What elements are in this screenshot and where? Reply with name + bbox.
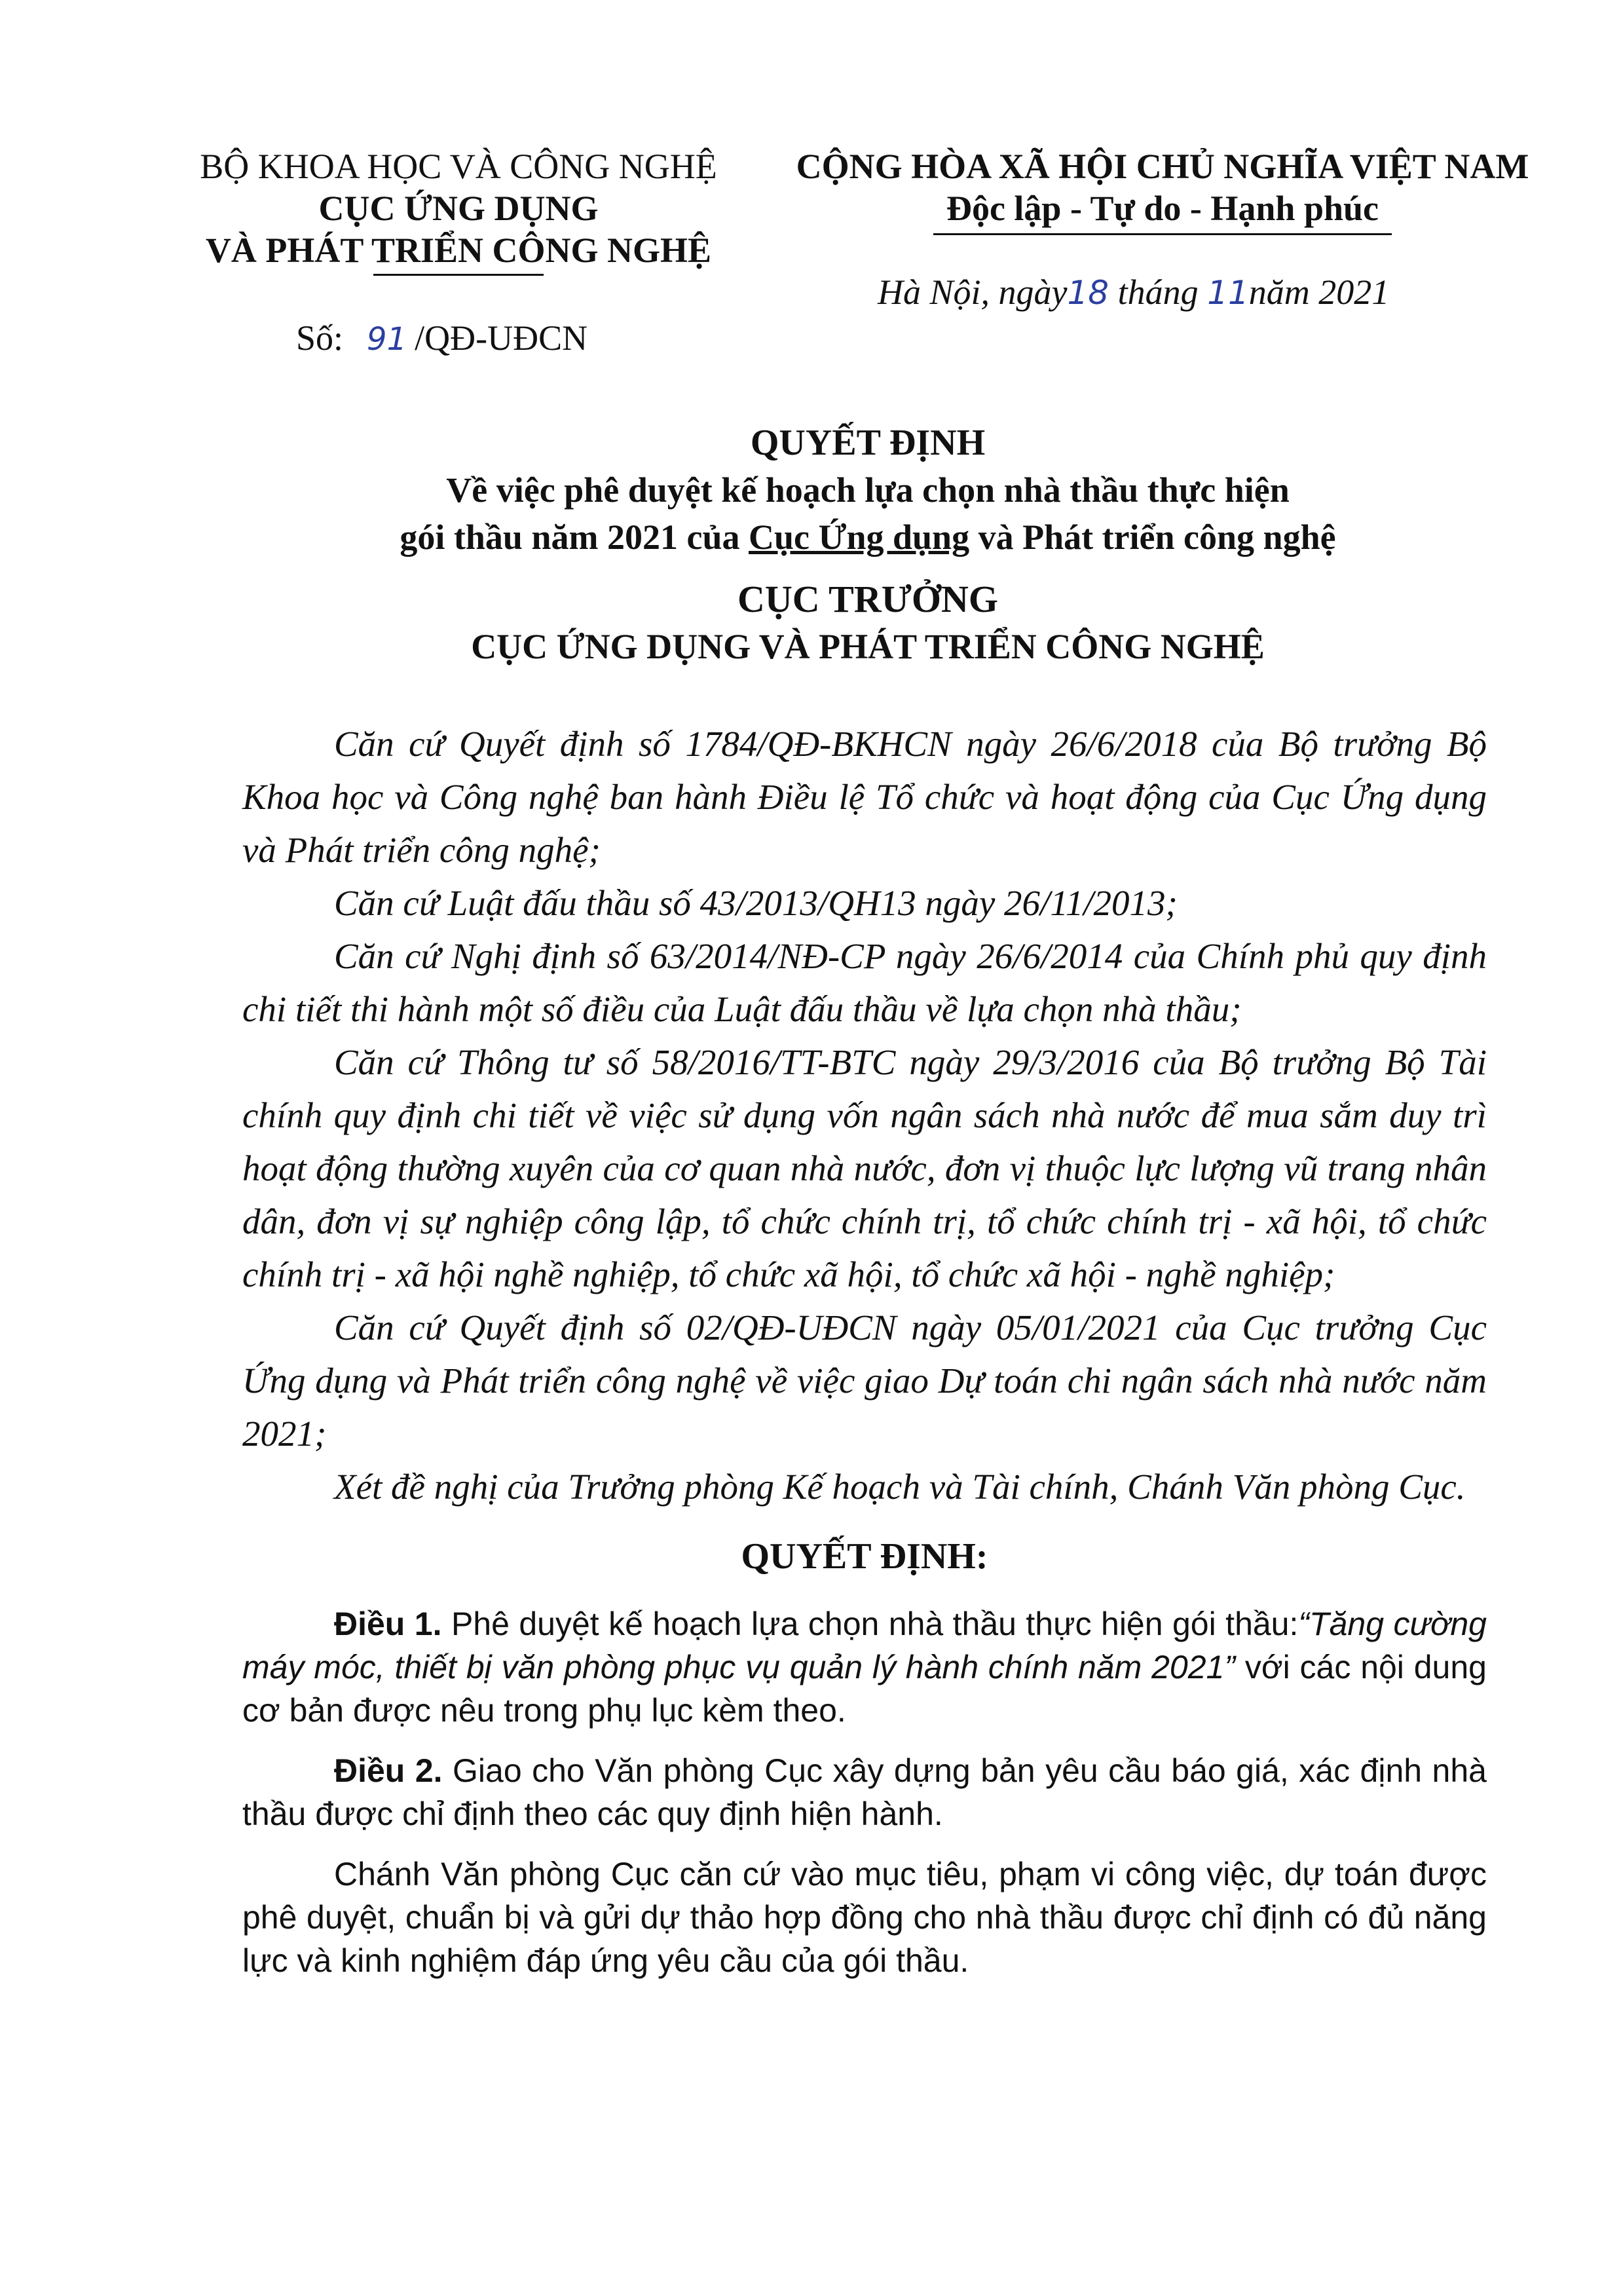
article-2-paragraph-2: Chánh Văn phòng Cục căn cứ vào mục tiêu, phạm vi công việc, dự toán được phê duyệt, chuẩn bị và gửi dự thảo hợp đồng cho nhà thầu được chỉ định có đủ năng lực và kinh nghiệm đáp ứng yêu cầu của gói thầu. [242, 1856, 1487, 1979]
national-motto-block [753, 145, 1572, 235]
decision-title-block [164, 419, 1572, 669]
number-suffix: /QĐ-UĐCN [415, 318, 588, 358]
handwritten-number: 91 [367, 321, 407, 358]
article-1-text-end: với các nội dung cơ bản được nêu trong phụ lục kèm theo. [242, 1649, 1487, 1729]
legal-ground-2: Căn cứ Luật đấu thầu số 43/2013/QH13 ngày 26/11/2013; [334, 883, 1178, 923]
agency-name-line2: VÀ PHÁT TRIỂN CÔNG NGHỆ [205, 231, 712, 270]
proposal-ground: Xét đề nghị của Trưởng phòng Kế hoạch và Tài chính, Chánh Văn phòng Cục. [334, 1467, 1466, 1507]
document-number [296, 318, 587, 358]
handwritten-month: 11 [1207, 274, 1249, 312]
authority-title: CỤC TRƯỞNG [737, 578, 998, 620]
ministry-name: BỘ KHOA HỌC VÀ CÔNG NGHỆ [200, 147, 717, 186]
agency-name-line1: CỤC ỨNG DỤNG [318, 189, 599, 228]
date-month-label: tháng [1117, 273, 1199, 312]
subject-line-2-part-b: và Phát triển công nghệ [969, 518, 1336, 557]
subject-line-1: Về việc phê duyệt kế hoạch lựa chọn nhà thầu thực hiện [446, 470, 1290, 510]
decision-heading: QUYẾT ĐỊNH: [741, 1536, 988, 1577]
subject-line-2-part-a: gói thầu năm 2021 của [400, 518, 749, 557]
article-2 [242, 1749, 1487, 1835]
national-motto: Độc lập - Tự do - Hạnh phúc [946, 189, 1379, 228]
decision-title: QUYẾT ĐỊNH [750, 423, 986, 463]
legal-ground-3: Căn cứ Nghị định số 63/2014/NĐ-CP ngày 26/6/2014 của Chính phủ quy định chi tiết thi hành một số điều của Luật đấu thầu về lựa chọn nhà thầu; [242, 936, 1487, 1029]
subject-line-2 [164, 514, 1572, 561]
authority-agency: CỤC ỨNG DỤNG VÀ PHÁT TRIỂN CÔNG NGHỆ [471, 627, 1265, 666]
issuing-agency-block [164, 145, 753, 276]
motto-underline [933, 233, 1392, 235]
legal-ground-5: Căn cứ Quyết định số 02/QĐ-UĐCN ngày 05/01/2021 của Cục trưởng Cục Ứng dụng và Phát triển công nghệ về việc giao Dự toán chi ngân sách nhà nước năm 2021; [242, 1308, 1487, 1454]
article-2-text: Giao cho Văn phòng Cục xây dựng bản yêu cầu báo giá, xác định nhà thầu được chỉ định theo các quy định hiện hành. [242, 1752, 1487, 1832]
legal-ground-4: Căn cứ Thông tư số 58/2016/TT-BTC ngày 29/3/2016 của Bộ trưởng Bộ Tài chính quy định chi tiết về việc sử dụng vốn ngân sách nhà nước để mua sắm duy trì hoạt động thường xuyên của cơ quan nhà nước, đơn vị thuộc lực lượng vũ trang nhân dân, đơn vị sự nghiệp công lập, tổ chức chính trị, tổ chức chính trị - xã hội, tổ chức chính trị - xã hội nghề nghiệp, tổ chức xã hội, tổ chức xã hội - nghề nghiệp; [242, 1042, 1487, 1294]
issue-date [878, 272, 1389, 312]
legal-ground-1: Căn cứ Quyết định số 1784/QĐ-BKHCN ngày 26/6/2018 của Bộ trưởng Bộ Khoa học và Công nghệ ban hành Điều lệ Tổ chức và hoạt động của Cục Ứng dụng và Phát triển công nghệ; [242, 724, 1487, 870]
document-body [242, 717, 1487, 1999]
subject-line-2-underlined: Cục Ứng dụng [748, 518, 970, 557]
article-2-label: Điều 2. [334, 1752, 443, 1789]
date-year-label: năm 2021 [1248, 273, 1390, 312]
article-1-label: Điều 1. [334, 1606, 442, 1642]
agency-underline [373, 274, 544, 276]
number-prefix: Số: [296, 318, 344, 358]
package-name: “Tăng cường máy móc, thiết bị văn phòng phục vụ quản lý hành chính năm 2021” [242, 1606, 1487, 1685]
article-1-text: Phê duyệt kế hoạch lựa chọn nhà thầu thực hiện gói thầu: [441, 1606, 1299, 1642]
article-1 [242, 1602, 1487, 1732]
date-place: Hà Nội, ngày [878, 273, 1068, 312]
handwritten-day: 18 [1067, 274, 1109, 312]
country-name: CỘNG HÒA XÃ HỘI CHỦ NGHĨA VIỆT NAM [796, 147, 1529, 186]
